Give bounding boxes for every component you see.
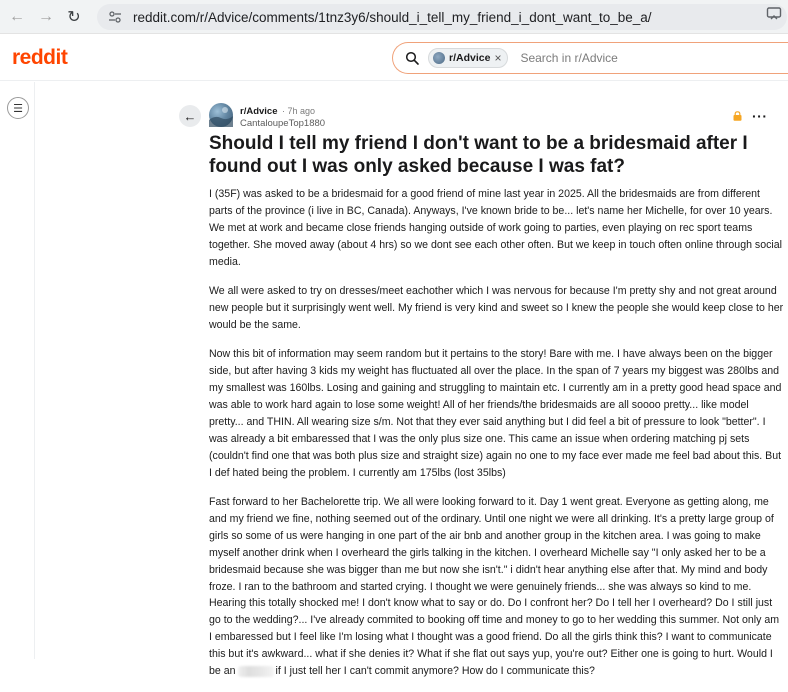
post-meta — [240, 104, 325, 129]
subreddit-search-chip[interactable] — [428, 48, 508, 68]
reload-icon[interactable]: ↻ — [67, 9, 81, 26]
left-sidebar — [0, 82, 35, 659]
back-arrow-icon[interactable]: ← — [9, 8, 25, 25]
search-icon — [405, 51, 419, 65]
reddit-header — [0, 35, 788, 81]
post-paragraph: We all were asked to try on dresses/meet eachother which I was nervous for because I'm pretty shy and not great around new people but it surprisingly went well. My friend is very kind and sweet so I knew the people she would keep close to her would be the same. — [209, 285, 784, 331]
forward-arrow-icon[interactable]: → — [38, 8, 54, 25]
search-bar[interactable] — [392, 42, 788, 74]
site-settings-icon[interactable] — [107, 9, 123, 25]
reddit-logo[interactable]: reddit — [12, 46, 68, 69]
blurred-word — [238, 666, 274, 677]
back-button[interactable]: ← — [179, 105, 201, 127]
browser-toolbar — [0, 0, 788, 34]
author-link[interactable]: CantaloupeTop1880 — [240, 118, 326, 129]
lock-icon — [733, 111, 742, 121]
subreddit-link[interactable]: r/Advice — [240, 106, 278, 117]
post-paragraph-text: Fast forward to her Bachelorette trip. We all were looking forward to it. Day 1 went great. Everyone as getting along, me and my friend we fine, nothing seemed out of the ordinary. Until one night we were all drinking. It's a pretty large group of girls so some of us were hanging in one part of the air bnb and another group in the kitchen area. I was going to make myself another drink when I overheard the girls talking in the kitchen. I overheard Michelle say "I only asked her to be a bridesmaid because she was bigger than me but now she isn't." i didn't hear anything else after that. My mind and body froze. I ran to the bathroom and started crying. I thought we were genuinely friends... she was always so kind to me. Hearing this totally shocked me! I don't know what to say or do. Do I confront her? Do I tell her I overheard? Do I still just go to the wedding?... I've already commited to booking off time and money to go to her wedding this summer. Not only am I embaressed but I feel like I'm losing what I thought was a good friend. Do all the girls think this? I want to communicate this but it's awkward... what if she denies it? What if she flat out says yup, you're out? Either one is going to hurt. Would I be an — [209, 496, 780, 678]
search-input[interactable]: Search in r/Advice — [520, 51, 618, 65]
subreddit-chip-label: r/Advice — [449, 52, 491, 64]
close-icon[interactable]: × — [494, 51, 502, 65]
subreddit-chip-avatar — [433, 52, 445, 64]
address-bar[interactable] — [97, 4, 787, 30]
post-paragraph-last — [209, 494, 784, 680]
extension-icon[interactable] — [766, 5, 782, 21]
post-paragraph: Now this bit of information may seem random but it pertains to the story! Bare with me. I have always been on the bigger side, but after having 3 kids my weight has fluctuated all over the place. In the span of 7 years my biggest was 280lbs and my smallest was 160lbs. Losing and gaining and struggling to maintain etc. I currently am in a pretty good head space and was able to work hard again to lose some weight! All of her friends/the bridesmaids are all soooo pretty... like model pretty... and THIN. All wearing size s/m. Not that they ever said anything but I did feel a bit of pressure to look "better". I was already a bit embaressed that I was the only plus size one. This came an issue when ordering matching pj sets (couldn't find one that was both plus size and straight size) again no one to my face ever made me feel bad about this. But I def hated being the problem. I currently am 175lbs (lost 35lbs) — [209, 348, 782, 479]
post-title: Should I tell my friend I don't want to be a bridesmaid after I found out I was only asked because I was fat? — [209, 133, 748, 177]
post-body — [209, 186, 784, 692]
post-paragraph: I (35F) was asked to be a bridesmaid for a good friend of mine last year in 2025. All the bridesmaids are from different parts of the province (i live in BC, Canada). Anyways, I've known bride to be... let's name her Michelle, for over 10 years. We met at work and became close friends hanging outside of work going to parties, even playing on rec sport teams together. She moved away (about 4 hrs) so we dont see each other often. But we keep in touch often online through social media. — [209, 188, 783, 268]
post-paragraph-text: if I just tell her I can't commit anymore? How do I communicate this? — [275, 665, 595, 678]
avatar[interactable] — [209, 103, 233, 127]
post-time: · 7h ago — [281, 106, 315, 116]
more-options-icon[interactable]: ··· — [752, 108, 768, 124]
url-text[interactable]: reddit.com/r/Advice/comments/1tnz3y6/should_i_tell_my_friend_i_dont_want_to_be_a/ — [133, 9, 652, 25]
menu-icon[interactable]: ☰ — [7, 97, 29, 119]
